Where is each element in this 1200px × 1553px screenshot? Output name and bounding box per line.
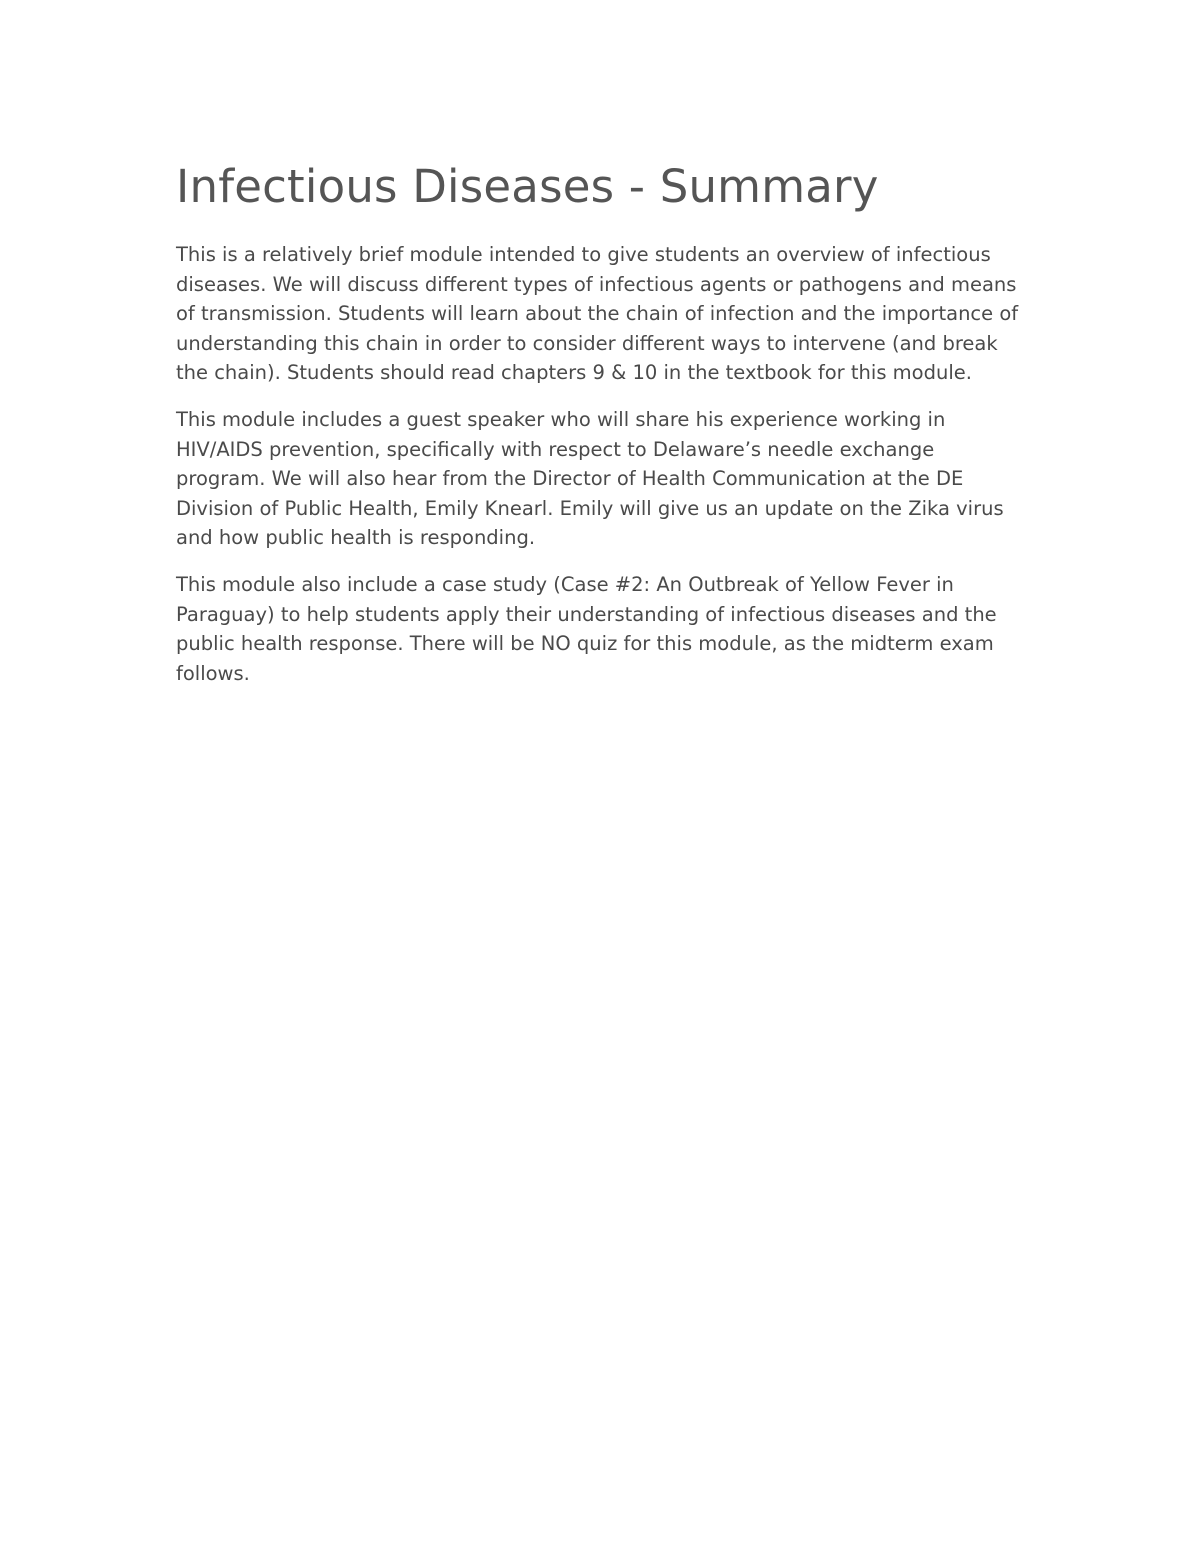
paragraph-case-study: This module also include a case study (Case #2: An Outbreak of Yellow Fever in Paraguay) to help students apply their understanding of infectious diseases and the public health response. There will be NO quiz for this module, as the midterm exam follows. xyxy=(176,572,997,685)
paragraph-overview: This is a relatively brief module intended to give students an overview of infectious diseases. We will discuss different types of infectious agents or pathogens and means of transmission. Students will learn about the chain of infection and the importance of understanding this chain in order to consider different ways to intervene (and break the chain). Students should read chapters 9 & 10 in the textbook for this module. xyxy=(176,243,1019,385)
document-page xyxy=(176,160,1026,705)
paragraph-guest-speaker: This module includes a guest speaker who will share his experience working in HIV/AIDS prevention, specifically with respect to Delaware’s needle exchange program. We will also hear from the Director of Health Communication at the DE Division of Public Health, Emily Knearl. Emily will give us an update on the Zika virus and how public health is responding. xyxy=(176,407,1004,550)
document-title: Infectious Diseases - Summary xyxy=(176,160,879,213)
